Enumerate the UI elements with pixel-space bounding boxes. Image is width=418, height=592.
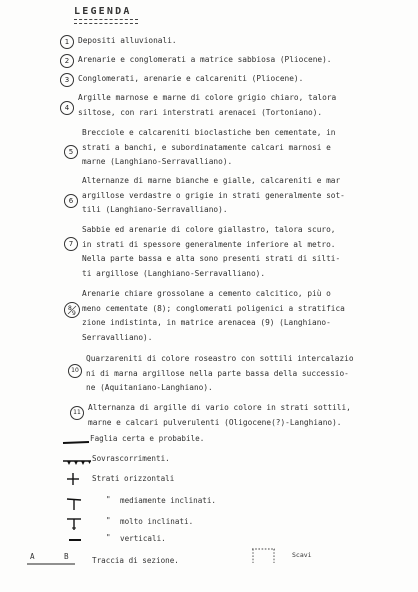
moderate-dip-icon <box>66 496 84 512</box>
overthrust-label: Sovrascorrimenti. <box>92 454 170 463</box>
unit-number-5: 5 <box>64 145 78 159</box>
unit-number-8-9-glyph <box>65 303 79 317</box>
section-letter-b: B <box>64 552 69 561</box>
unit-line: Sabbie ed arenarie di colore giallastro, talora scuro, <box>82 225 336 234</box>
moderate-dip-label: mediamente inclinati. <box>120 496 217 505</box>
unit-line: ni di marna argillose nella parte bassa della successio- <box>86 368 349 378</box>
unit-line: argillose verdastre o grigie in strati generalmente sot- <box>82 190 345 200</box>
section-trace-line <box>26 562 76 566</box>
unit-line: Nella parte bassa e alta sono presenti strati di silti- <box>82 254 341 263</box>
unit-description-6 <box>82 174 345 218</box>
unit-line: siltose, con rari interstrati arenacei (Tortoniano). <box>78 107 323 117</box>
unit-line: meno cementate (8); conglomerati poligenici a stratifica <box>82 303 345 313</box>
unit-number-8-9 <box>64 302 80 318</box>
vertical-strata-ditto: " <box>106 533 111 542</box>
unit-line: Alternanza di argille di vario colore in strati sottili, <box>88 403 351 412</box>
unit-line: tili (Langhiano-Serravalliano). <box>82 205 228 214</box>
title-underline <box>74 19 138 24</box>
unit-line: ti argillose (Langhiano-Serravalliano). <box>82 268 266 278</box>
legend-title: LEGENDA <box>74 6 132 17</box>
unit-line: Quarzareniti di colore roseastro con sottili intercalazio <box>86 354 354 363</box>
horizontal-strata-icon <box>66 472 80 486</box>
unit-line: in strati di spessore generalmente inferiore al metro. <box>82 239 336 249</box>
unit-number-11: 11 <box>70 406 84 420</box>
steep-dip-ditto: " <box>106 516 111 525</box>
unit-number-3: 3 <box>60 73 74 87</box>
unit-number-7: 7 <box>64 237 78 251</box>
unit-description-2 <box>78 53 331 68</box>
moderate-dip-ditto: " <box>106 495 111 504</box>
unit-description-4 <box>78 91 336 120</box>
unit-line: strati a banchi, e subordinatamente calcari marnosi e <box>82 142 331 152</box>
scale-bar-sketch <box>250 546 278 566</box>
unit-description-5 <box>82 126 335 170</box>
unit-line: zione indistinta, in matrice arenacea (9) (Langhiano- <box>82 318 331 327</box>
fault-label: Faglia certa e probabile. <box>90 434 205 443</box>
unit-number-6: 6 <box>64 194 78 208</box>
unit-description-11 <box>88 401 351 430</box>
unit-line: Conglomerati, arenarie e calcareniti (Pliocene). <box>78 74 304 83</box>
unit-line: marne e calcari pulverulenti (Oligocene(?)-Langhiano). <box>88 417 342 427</box>
steep-dip-icon <box>66 516 84 532</box>
fault-line-icon <box>62 438 90 446</box>
unit-description-8-9 <box>82 287 345 345</box>
section-trace-label: Traccia di sezione. <box>92 556 179 565</box>
unit-number-8: 8 <box>68 305 72 312</box>
unit-number-2: 2 <box>60 54 74 68</box>
unit-description-3 <box>78 72 303 87</box>
unit-line: marne (Langhiano-Serravalliano). <box>82 157 233 166</box>
unit-line: Depositi alluvionali. <box>78 36 177 45</box>
unit-number-9: 9 <box>72 310 76 317</box>
unit-line: Arenarie chiare grossolane a cemento calcitico, più o <box>82 289 331 298</box>
unit-number-1: 1 <box>60 35 74 49</box>
unit-description-7 <box>82 223 340 281</box>
vertical-strata-icon <box>68 536 82 544</box>
unit-number-10: 10 <box>68 364 82 378</box>
unit-line: Alternanze di marne bianche e gialle, calcareniti e mar <box>82 176 341 185</box>
scale-note: Scavi <box>292 551 312 559</box>
unit-line: Brecciole e calcareniti bioclastiche ben cementate, in <box>82 128 336 137</box>
unit-number-4: 4 <box>60 101 74 115</box>
section-letter-a: A <box>30 552 35 561</box>
overthrust-line-icon <box>62 458 92 466</box>
unit-line: Serravalliano). <box>82 332 153 342</box>
unit-line: Argille marnose e marne di colore grigio chiaro, talora <box>78 93 337 102</box>
unit-description-10 <box>86 352 354 396</box>
unit-line: Arenarie e conglomerati a matrice sabbiosa (Pliocene). <box>78 55 332 64</box>
vertical-strata-label: verticali. <box>120 534 166 543</box>
steep-dip-label: molto inclinati. <box>120 517 194 526</box>
horizontal-strata-label: Strati orizzontali <box>92 474 175 483</box>
unit-line: ne (Aquitaniano-Langhiano). <box>86 383 213 392</box>
unit-description-1 <box>78 34 177 49</box>
